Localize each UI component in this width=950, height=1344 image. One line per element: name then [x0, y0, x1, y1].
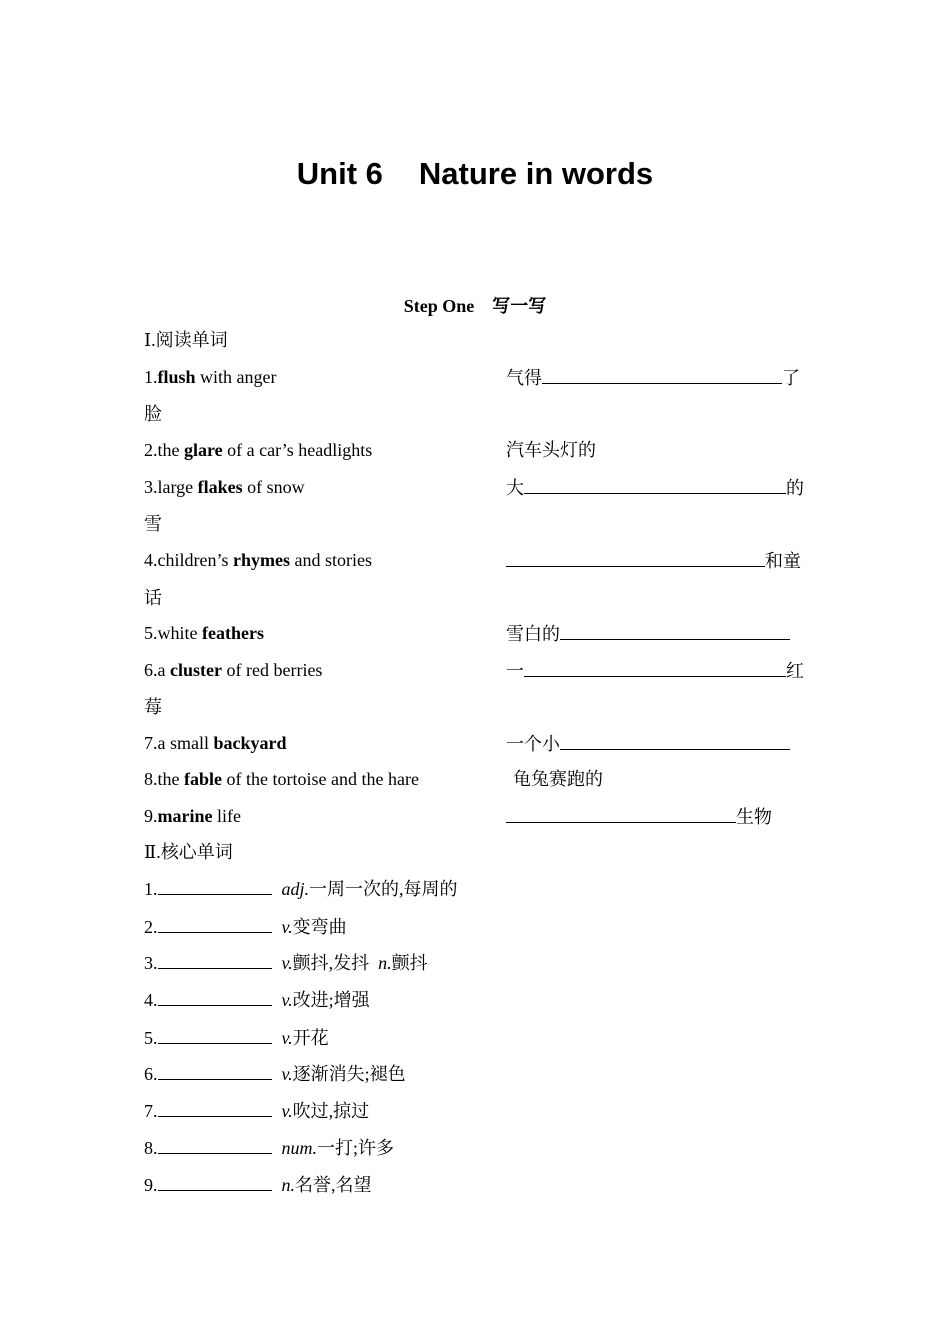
step-heading [0, 292, 950, 318]
answer-line: 和童 [506, 548, 801, 572]
unit-label: Unit 6 [296, 156, 383, 191]
core-item: 6. v.逐渐消失;褪色 [144, 1061, 406, 1085]
answer-line: 气得 了 [506, 365, 800, 389]
step-cn: 写一写 [492, 296, 547, 316]
answer-blank[interactable] [158, 1172, 272, 1191]
section2-heading: Ⅱ.核心单词 [144, 842, 233, 862]
answer-line: 一个小 [506, 731, 790, 755]
core-item: 9. n.名誉,名望 [144, 1172, 372, 1196]
answer-blank[interactable] [524, 475, 786, 494]
step-label: Step One [403, 296, 475, 316]
unit-name: Nature in words [418, 156, 654, 191]
wrap-text: 话 [144, 588, 162, 608]
wrap-text: 雪 [144, 514, 162, 534]
answer-blank[interactable] [560, 621, 790, 640]
answer-line: 汽车头灯的 [506, 440, 596, 460]
answer-blank[interactable] [158, 987, 272, 1006]
answer-blank[interactable] [542, 365, 782, 384]
list-item: 1.flush with anger [144, 367, 277, 387]
answer-blank[interactable] [158, 1025, 272, 1044]
list-item: 4.children’s rhymes and stories [144, 550, 372, 570]
core-item: 7. v.吹过,掠过 [144, 1098, 369, 1122]
core-item: 3. v.颤抖,发抖 n.颤抖 [144, 950, 428, 974]
answer-line: 生物 [506, 804, 772, 828]
answer-blank[interactable] [560, 731, 790, 750]
list-item: 3.large flakes of snow [144, 477, 305, 497]
answer-blank[interactable] [158, 1061, 272, 1080]
list-item: 2.the glare of a car’s headlights [144, 440, 373, 460]
answer-line: 雪白的 [506, 621, 790, 645]
answer-blank[interactable] [524, 658, 786, 677]
answer-line: 龟兔赛跑的 [513, 769, 603, 789]
answer-blank[interactable] [506, 548, 765, 567]
core-item: 5. v.开花 [144, 1025, 329, 1049]
answer-line: 大 的 [506, 475, 804, 499]
list-item: 8.the fable of the tortoise and the hare [144, 769, 419, 789]
answer-blank[interactable] [158, 1135, 272, 1154]
core-item: 2. v.变弯曲 [144, 914, 347, 938]
answer-blank[interactable] [158, 914, 272, 933]
answer-line: 一 红 [506, 658, 804, 682]
core-item: 8. num.一打;许多 [144, 1135, 394, 1159]
section1-heading: Ⅰ.阅读单词 [144, 330, 228, 350]
wrap-text: 莓 [144, 697, 162, 717]
wrap-text: 脸 [144, 404, 162, 424]
answer-blank[interactable] [158, 876, 272, 895]
list-item: 5.white feathers [144, 623, 264, 643]
answer-blank[interactable] [506, 804, 736, 823]
page-title [0, 156, 950, 192]
list-item: 7.a small backyard [144, 733, 287, 753]
answer-blank[interactable] [158, 1098, 272, 1117]
core-item: 1. adj.一周一次的,每周的 [144, 876, 458, 900]
answer-blank[interactable] [158, 950, 272, 969]
list-item: 9.marine life [144, 806, 241, 826]
core-item: 4. v.改进;增强 [144, 987, 370, 1011]
list-item: 6.a cluster of red berries [144, 660, 323, 680]
